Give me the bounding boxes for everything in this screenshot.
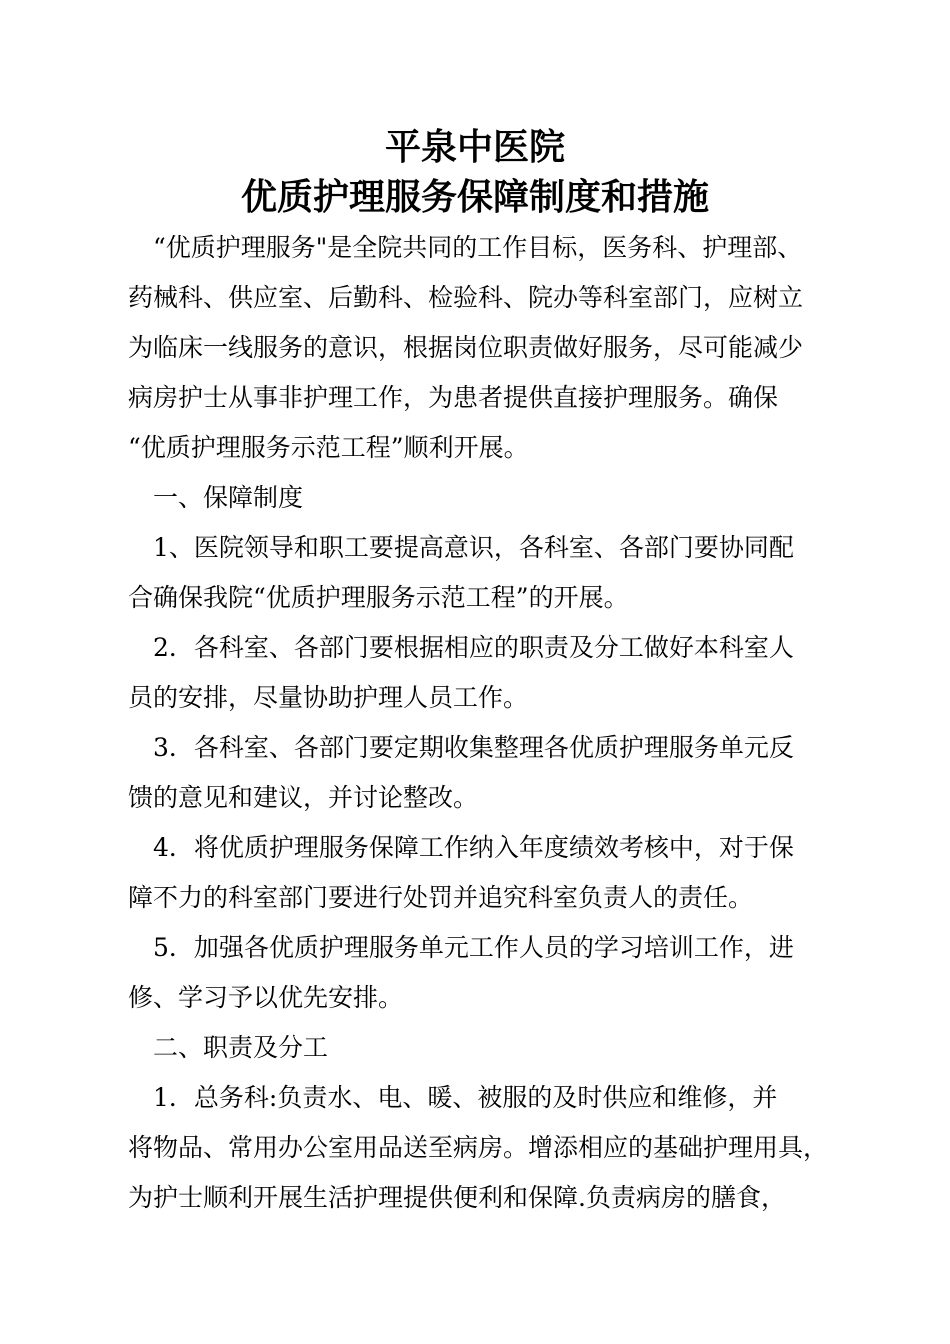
body-line: 2．各科室、各部门要根据相应的职责及分工做好本科室人 xyxy=(128,633,794,662)
body-line: 馈的意见和建议，并讨论整改。 xyxy=(128,783,479,812)
document-title-hospital: 平泉中医院 xyxy=(384,127,565,168)
section-heading-duties: 二、职责及分工 xyxy=(128,1033,329,1062)
body-line: 修、学习予以优先安排。 xyxy=(128,983,404,1012)
body-line: 药械科、供应室、后勤科、检验科、院办等科室部门，应树立 xyxy=(128,283,804,312)
body-line: 为护士顺利开展生活护理提供便利和保障.负责病房的膳食， xyxy=(128,1183,786,1212)
body-line: 1、医院领导和职工要提高意识，各科室、各部门要协同配 xyxy=(128,533,794,562)
document-title-subject: 优质护理服务保障制度和措施 xyxy=(240,177,709,218)
body-line: 4．将优质护理服务保障工作纳入年度绩效考核中，对于保 xyxy=(128,833,794,862)
body-line: 为临床一线服务的意识，根据岗位职责做好服务，尽可能减少 xyxy=(128,333,804,362)
body-line: “优质护理服务"是全院共同的工作目标，医务科、护理部、 xyxy=(128,233,803,262)
body-line: 1．总务科:负责水、电、暖、被服的及时供应和维修，并 xyxy=(128,1083,778,1112)
section-heading-guarantee: 一、保障制度 xyxy=(128,483,304,512)
body-line: 病房护士从事非护理工作，为患者提供直接护理服务。确保 xyxy=(128,383,779,412)
body-line: 员的安排，尽量协助护理人员工作。 xyxy=(128,683,529,712)
body-line: 5．加强各优质护理服务单元工作人员的学习培训工作，进 xyxy=(128,933,794,962)
body-line: 3．各科室、各部门要定期收集整理各优质护理服务单元反 xyxy=(128,733,794,762)
body-line: 合确保我院“优质护理服务示范工程”的开展。 xyxy=(128,583,629,612)
body-line: 将物品、常用办公室用品送至病房。增添相应的基础护理用具， xyxy=(128,1133,829,1162)
body-line: 障不力的科室部门要进行处罚并追究科室负责人的责任。 xyxy=(128,883,754,912)
body-line: “优质护理服务示范工程”顺利开展。 xyxy=(128,433,529,462)
